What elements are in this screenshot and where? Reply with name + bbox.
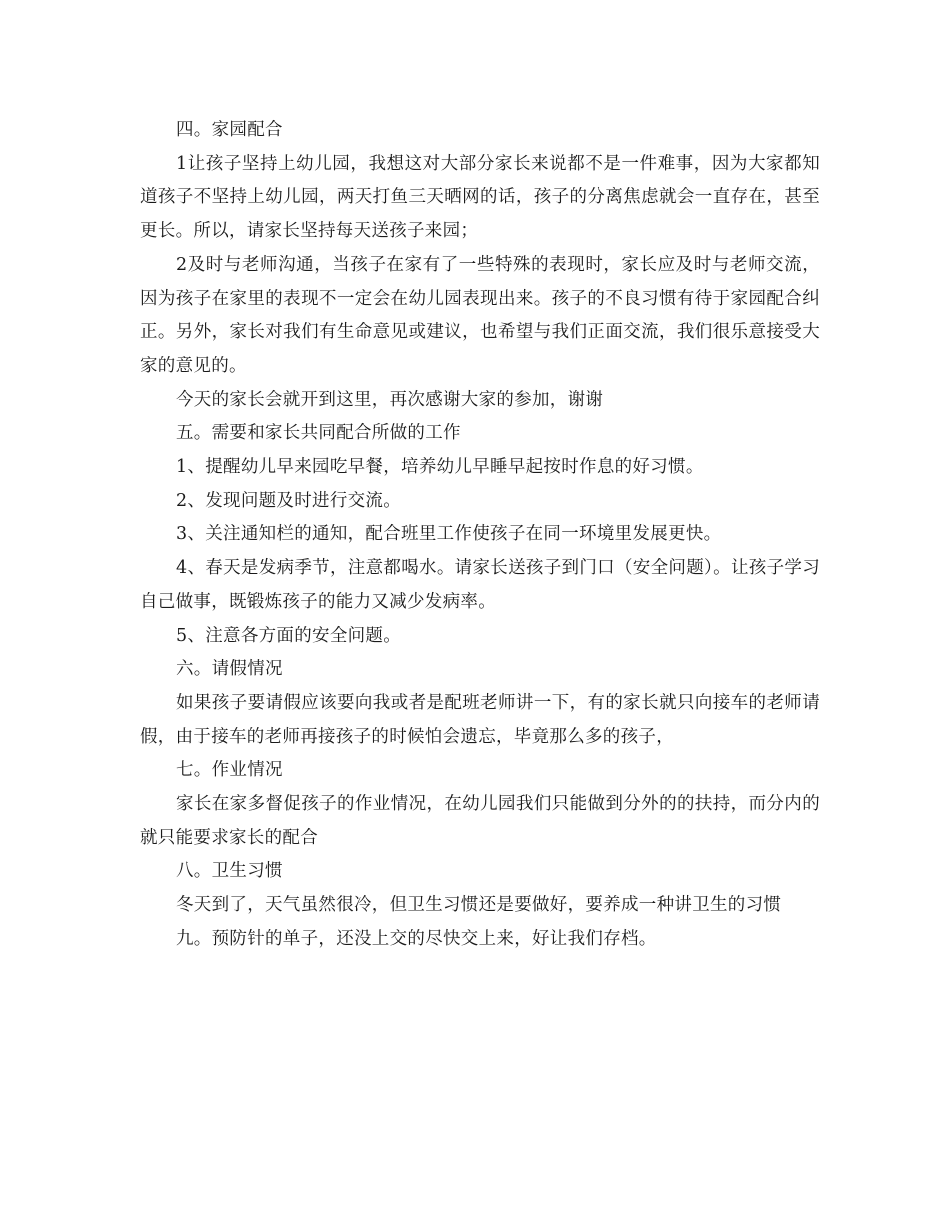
document-body (140, 114, 820, 957)
paragraph: 今天的家长会就开到这里，再次感谢大家的参加，谢谢 (176, 389, 604, 410)
list-item: 1、提醒幼儿早来园吃早餐，培养幼儿早睡早起按时作息的好习惯。 (176, 457, 704, 478)
paragraph: 冬天到了，天气虽然很冷，但卫生习惯还是要做好，要养成一种讲卫生的习惯 (176, 895, 782, 916)
section-heading-5: 五。需要和家长共同配合所做的工作 (176, 423, 461, 444)
section-heading-9: 九。预防针的单子，还没上交的尽快交上来，好让我们存档。 (176, 928, 657, 949)
list-item: 5、注意各方面的安全问题。 (176, 625, 402, 646)
paragraph: 1让孩子坚持上幼儿园，我想这对大部分家长来说都不是一件难事，因为大家都知道孩子不坚持上幼儿园，两天打鱼三天晒网的话，孩子的分离焦虑就会一直存在，甚至更长。所以，请家长坚持每天送孩子来园； (140, 153, 820, 242)
section-heading-8: 八。卫生习惯 (176, 861, 283, 882)
paragraph: 如果孩子要请假应该要向我或者是配班老师讲一下，有的家长就只向接车的老师请假，由于接车的老师再接孩子的时候怕会遗忘，毕竟那么多的孩子， (140, 692, 820, 747)
section-heading-7: 七。作业情况 (176, 760, 283, 781)
list-item: 4、春天是发病季节，注意都喝水。请家长送孩子到门口（安全问题）。让孩子学习自己做事，既锻炼孩子的能力又减少发病率。 (140, 558, 820, 612)
paragraph: 家长在家多督促孩子的作业情况，在幼儿园我们只能做到分外的的扶持，而分内的就只能要求家长的配合 (140, 794, 820, 848)
list-item: 3、关注通知栏的通知，配合班里工作使孩子在同一环境里发展更快。 (176, 524, 722, 545)
section-heading-4: 四。家园配合 (176, 120, 283, 140)
paragraph: 2及时与老师沟通，当孩子在家有了一些特殊的表现时，家长应及时与老师交流，因为孩子在家里的表现不一定会在幼儿园表现出来。孩子的不良习惯有待于家园配合纠正。另外，家长对我们有生命意见或建议，也希望与我们正面交流，我们很乐意接受大家的意见的。 (140, 254, 820, 376)
list-item: 2、发现问题及时进行交流。 (176, 490, 402, 511)
section-heading-6: 六。请假情况 (176, 659, 283, 680)
